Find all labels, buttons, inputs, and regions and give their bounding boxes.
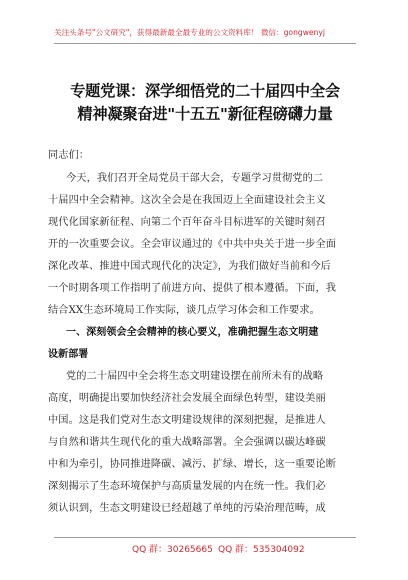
paragraph-line: 高度，明确提出要加快经济社会发展全面绿色转型，建设美丽 xyxy=(48,393,326,404)
paragraph-line: 十届四中全会精神。这次全会是在我国迈上全面建设社会主义 xyxy=(48,195,326,206)
paragraph-line: 与自然和谐共生现代化的重大战略部署。全会强调以碳达峰碳 xyxy=(48,437,326,448)
paragraph-line: 开的一次重要会议。全会审议通过的《中共中央关于进一步全面 xyxy=(48,239,337,250)
document-title-line-2: 精神凝聚奋进"十五五"新征程磅礴力量 xyxy=(77,105,333,123)
header-divider xyxy=(54,43,356,44)
paragraph-line: 一个时期各项工作指明了前进方向、提供了根本遵循。下面，我 xyxy=(48,283,337,294)
section-heading-line-2: 设新部署 xyxy=(48,349,89,360)
footer-qq-group-1: QQ 群：30265665 xyxy=(132,545,213,555)
paragraph-line: 党的二十届四中全会将生态文明建设摆在前所未有的战略 xyxy=(66,371,324,382)
document-title-line-1: 专题党课：深学细悟党的二十届四中全会 xyxy=(70,82,340,100)
section-heading-line-1: 一、深刻领会全会精神的核心要义，准确把握生态文明建 xyxy=(66,327,319,338)
paragraph-line: 深刻揭示了生态环境保护与高质量发展的内在统一性。我们必 xyxy=(48,481,326,492)
salutation: 同志们： xyxy=(48,150,90,161)
paragraph-line: 今天，我们召开全局党员干部大会，专题学习贯彻党的二 xyxy=(66,173,324,184)
paragraph-line: 现代化国家新征程、向第二个百年奋斗目标进军的关键时刻召 xyxy=(48,217,326,228)
paragraph-line: 中国。这是我们党对生态文明建设规律的深刻把握，是推进人 xyxy=(48,415,326,426)
paragraph-line: 中和为牵引，协同推进降碳、减污、扩绿、增长，这一重要论断 xyxy=(48,459,337,470)
header-note: 关注头条号"公文研究"，获得最新最全最专业的公文资料库！ 微信：gongwenyj xyxy=(54,28,326,37)
paragraph-line: 须认识到，生态文明建设已经超越了单纯的污染治理范畴，成 xyxy=(48,503,326,514)
paragraph-line: 深化改革、推进中国式现代化的决定》，为我们做好当前和今后 xyxy=(48,261,331,272)
paragraph-line: 结合XX生态环境局工作实际，谈几点学习体会和工作要求。 xyxy=(48,305,320,316)
footer-qq-group-2: QQ 群：535304092 xyxy=(218,545,305,555)
footer-divider xyxy=(54,537,356,538)
